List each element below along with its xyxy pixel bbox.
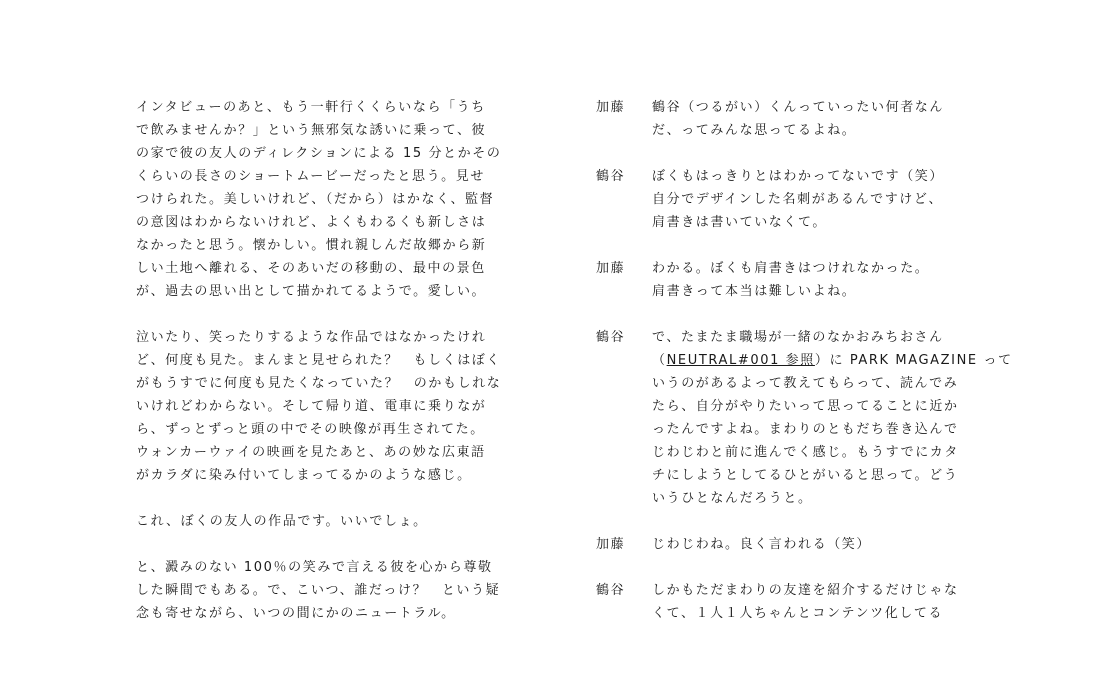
paragraph bbox=[136, 556, 526, 625]
text-line: ぼくもはっきりとはわかってないです（笑） bbox=[652, 169, 945, 184]
text-line: なかったと思う。懐かしい。慣れ親しんだ故郷から新 bbox=[136, 238, 487, 253]
text-line: 肩書きは書いていなくて。 bbox=[652, 215, 827, 230]
speech-text bbox=[652, 326, 1013, 510]
text-line: チにしようとしてるひとがいると思って。どう bbox=[652, 468, 959, 483]
interview-column bbox=[596, 96, 1013, 648]
speaker-name: 鶴谷 bbox=[596, 169, 626, 184]
paragraph-spacer bbox=[136, 533, 526, 556]
magazine-reference: NEUTRAL#001 参照 bbox=[666, 353, 815, 368]
text-line: 泣いたり、笑ったりするような作品ではなかったけれ bbox=[136, 330, 487, 345]
paragraph bbox=[136, 326, 526, 487]
speech-text bbox=[652, 579, 976, 625]
text-line: 肩書きって本当は難しいよね。 bbox=[652, 284, 857, 299]
speech-text bbox=[652, 96, 976, 142]
text-line: と、澱みのない 100％の笑みで言える彼を心から尊敬 bbox=[136, 560, 493, 575]
essay-column bbox=[136, 96, 526, 625]
text-line: ウォンカーウァイの映画を見たあと、あの妙な広東語 bbox=[136, 445, 486, 460]
paragraph-spacer bbox=[136, 487, 526, 510]
text-line: ったんですよね。まわりのともだち巻き込んで bbox=[652, 422, 959, 437]
dialogue-turn bbox=[596, 533, 976, 556]
speech-text bbox=[652, 533, 976, 556]
speaker-name: 鶴谷 bbox=[596, 583, 626, 598]
text-line: じわじわね。良く言われる（笑） bbox=[652, 537, 872, 552]
speaker-name: 加藤 bbox=[596, 261, 626, 276]
text-line: が、過去の思い出として描かれてるようで。愛しい。 bbox=[136, 284, 487, 299]
dialogue-turn bbox=[596, 326, 1013, 510]
text-line: ら、ずっとずっと頭の中でその映像が再生されてた。 bbox=[136, 422, 485, 437]
text-line: わかる。ぼくも肩書きはつけれなかった。 bbox=[652, 261, 930, 276]
text-line-with-reference: （NEUTRAL#001 参照）に PARK MAGAZINE って bbox=[652, 353, 1013, 368]
text-line: 念も寄せながら、いつの間にかのニュートラル。 bbox=[136, 606, 456, 621]
text-line: いうひとなんだろうと。 bbox=[652, 491, 813, 506]
dialogue-turn bbox=[596, 165, 976, 234]
text-line: つけられた。美しいけれど、（だから）はかなく、監督 bbox=[136, 192, 495, 207]
text-line: しかもただまわりの友達を紹介するだけじゃな bbox=[652, 583, 959, 598]
dialogue-turn bbox=[596, 96, 976, 142]
text-line: たら、自分がやりたいって思ってることに近か bbox=[652, 399, 959, 414]
text-line: だ、ってみんな思ってるよね。 bbox=[652, 123, 857, 138]
text-line: がカラダに染み付いてしまってるかのような感じ。 bbox=[136, 468, 472, 483]
dialogue-turn bbox=[596, 579, 976, 625]
text-line: いうのがあるよって教えてもらって、読んでみ bbox=[652, 376, 959, 391]
paragraph bbox=[136, 96, 526, 303]
text-line: これ、ぼくの友人の作品です。いいでしょ。 bbox=[136, 514, 428, 529]
text-line: しい土地へ離れる、そのあいだの移動の、最中の景色 bbox=[136, 261, 486, 276]
text-line: くらいの長さのショートムービーだったと思う。見せ bbox=[136, 169, 485, 184]
text-line: 鶴谷（つるがい）くんっていったい何者なん bbox=[652, 100, 945, 115]
paragraph bbox=[136, 510, 526, 533]
speech-text bbox=[652, 165, 976, 234]
text-line: インタビューのあと、もう一軒行くくらいなら「うち bbox=[136, 100, 486, 115]
speaker-name: 加藤 bbox=[596, 537, 626, 552]
text-line: 自分でデザインした名刺があるんですけど、 bbox=[652, 192, 944, 207]
dialogue-turn bbox=[596, 257, 976, 303]
text-line: した瞬間でもある。で、こいつ、誰だっけ？ という疑 bbox=[136, 583, 501, 598]
text-line: の家で彼の友人のディレクションによる 15 分とかその bbox=[136, 146, 502, 161]
text-line: ど、何度も見た。まんまと見せられた？ もしくはぼく bbox=[136, 353, 502, 368]
text-line: で飲みませんか？」という無邪気な誘いに乗って、彼 bbox=[136, 123, 487, 138]
text-line: の意図はわからないけれど、よくもわるくも新しさは bbox=[136, 215, 487, 230]
text-line: がもうすでに何度も見たくなっていた？ のかもしれな bbox=[136, 376, 502, 391]
text-line: くて、１人１人ちゃんとコンテンツ化してる bbox=[652, 606, 944, 621]
speech-text bbox=[652, 257, 976, 303]
text-line: じわじわと前に進んでく感じ。もうすでにカタ bbox=[652, 445, 959, 460]
text-line: いけれどわからない。そして帰り道、電車に乗りなが bbox=[136, 399, 487, 414]
paragraph-spacer bbox=[136, 303, 526, 326]
speaker-name: 鶴谷 bbox=[596, 330, 626, 345]
text-line: で、たまたま職場が一緒のなかおみちおさん bbox=[652, 330, 944, 345]
speaker-name: 加藤 bbox=[596, 100, 626, 115]
